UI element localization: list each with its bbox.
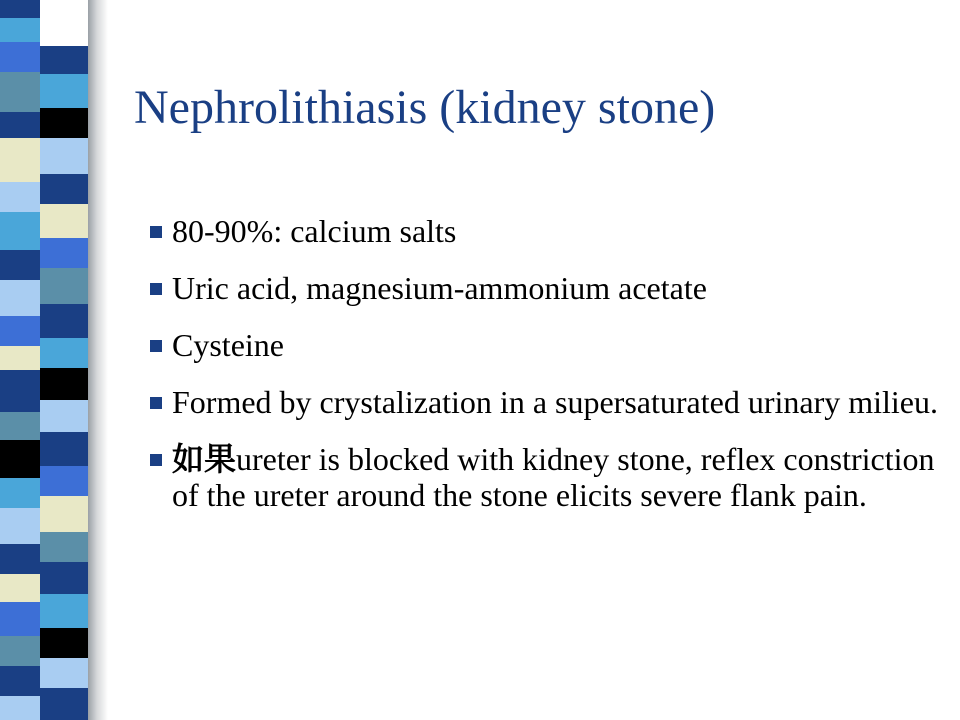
stripe-block (0, 138, 40, 182)
stripe-block (40, 138, 88, 174)
bullet-list (150, 213, 940, 534)
stripe-block (40, 658, 88, 688)
stripe-block (40, 496, 88, 532)
bullet-marker-icon (150, 454, 162, 466)
stripe-block (0, 346, 40, 370)
bullet-prefix-text: 如果 (172, 440, 237, 478)
bullet-text: Uric acid, magnesium-ammonium acetate (172, 270, 707, 306)
stripe-block (40, 238, 88, 268)
stripe-block (40, 338, 88, 368)
stripe-block (40, 304, 88, 338)
bullet-text: Formed by crystalization in a supersaturated urinary milieu. (172, 384, 938, 420)
stripe-block (40, 368, 88, 400)
stripe-block (0, 316, 40, 346)
bullet-marker-icon (150, 340, 162, 352)
bullet-text: ureter is blocked with kidney stone, reflex constriction of the ureter around the stone elicits severe flank pain. (172, 441, 935, 513)
stripe-right-column (40, 0, 88, 720)
stripe-block (0, 112, 40, 138)
stripe-block (0, 574, 40, 602)
stripe-block (0, 412, 40, 440)
slide-title: Nephrolithiasis (kidney stone) (134, 81, 716, 134)
stripe-block (0, 440, 40, 478)
bullet-marker-icon (150, 226, 162, 238)
stripe-block (0, 182, 40, 212)
bullet-marker-icon (150, 283, 162, 295)
stripe-block (40, 204, 88, 238)
stripe-block (0, 636, 40, 666)
stripe-block (40, 0, 88, 46)
stripe-block (0, 212, 40, 250)
bullet-item (150, 384, 940, 420)
stripe-block (40, 108, 88, 138)
stripe-block (40, 594, 88, 628)
stripe-block (0, 42, 40, 72)
stripe-block (0, 72, 40, 112)
stripe-left-column (0, 0, 40, 720)
stripe-block (0, 250, 40, 280)
stripe-block (40, 432, 88, 466)
stripe-block (0, 18, 40, 42)
bullet-marker-icon (150, 397, 162, 409)
stripe-block (0, 0, 40, 18)
bullet-item (150, 441, 940, 513)
stripe-block (0, 508, 40, 544)
bullet-text: 80-90%: calcium salts (172, 213, 457, 249)
stripe-block (40, 46, 88, 74)
stripe-block (0, 478, 40, 508)
stripe-block (0, 544, 40, 574)
decorative-stripe (0, 0, 108, 720)
stripe-block (40, 74, 88, 108)
stripe-block (40, 688, 88, 720)
bullet-item (150, 213, 940, 249)
stripe-block (0, 370, 40, 412)
stripe-block (0, 666, 40, 696)
stripe-block (0, 602, 40, 636)
bullet-item (150, 327, 940, 363)
stripe-block (40, 532, 88, 562)
stripe-block (40, 466, 88, 496)
stripe-block (0, 280, 40, 316)
stripe-block (0, 696, 40, 720)
stripe-block (40, 174, 88, 204)
stripe-block (40, 628, 88, 658)
stripe-block (40, 268, 88, 304)
stripe-block (40, 400, 88, 432)
bullet-text: Cysteine (172, 327, 284, 363)
bullet-item (150, 270, 940, 306)
stripe-block (40, 562, 88, 594)
stripe-shadow (88, 0, 108, 720)
